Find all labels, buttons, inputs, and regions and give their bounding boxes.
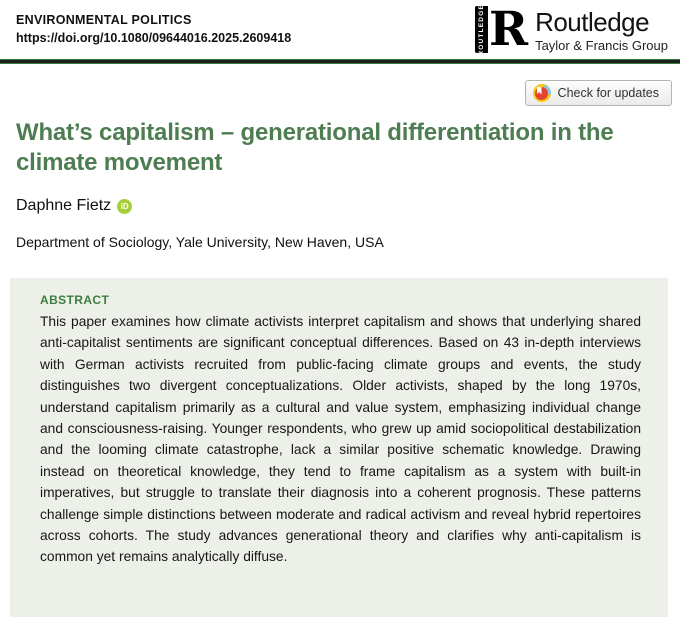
routledge-logo-bar: [475, 3, 488, 56]
check-for-updates-label: Check for updates: [557, 86, 659, 100]
author-name: Daphne Fietz: [16, 197, 112, 214]
header-divider: [0, 59, 680, 64]
abstract-text: This paper examines how climate activists interpret capitalism and shows that underlying shared anti-capitalist sentiments are significant conceptual differences. Based on 43 in-depth interviews with German activists recruited from public-facing climate groups and events, the study distinguishes two divergent conceptualizations. Older activists, shaped by the long 1970s, understand capitalism primarily as a cultural and value system, emphasizing individual change and consciousness-raising. Younger respondents, who grew up amid sociopolitical destabilization and the looming climate catastrophe, lack a similar positive schematic knowledge. Drawing instead on theoretical knowledge, they tend to frame capitalism as a system with built-in imperatives, but struggle to translate their diagnosis into a coherent prognosis. These patterns challenge simple distinctions between moderate and radical activism and reveal hybrid repertoires across cohorts. The study advances generational theory and clarifies why anti-capitalism is common yet remains analytically diffuse.: [40, 314, 641, 565]
routledge-logo-bar-text: ROUTLEDGE: [478, 3, 485, 56]
abstract-heading: ABSTRACT: [40, 293, 110, 307]
routledge-r-glyph: R: [489, 2, 529, 57]
routledge-logo-text: [535, 6, 668, 53]
page-title: What’s capitalism – generational differentiation in the climate movement: [16, 119, 614, 176]
author-affiliation: Department of Sociology, Yale University, New Haven, USA: [16, 234, 384, 250]
check-for-updates-button[interactable]: [525, 80, 672, 106]
routledge-logo-tagline: Taylor & Francis Group: [535, 38, 668, 53]
orcid-icon[interactable]: iD: [117, 199, 132, 214]
routledge-logo-name: Routledge: [535, 7, 650, 37]
routledge-logo: [475, 2, 668, 57]
journal-title: ENVIRONMENTAL POLITICS: [16, 13, 192, 27]
author-row: [16, 197, 132, 215]
masthead: [16, 13, 291, 45]
doi-link[interactable]: https://doi.org/10.1080/09644016.2025.2609418: [16, 31, 292, 45]
abstract-box: [10, 278, 668, 617]
crossmark-icon: [533, 84, 551, 102]
